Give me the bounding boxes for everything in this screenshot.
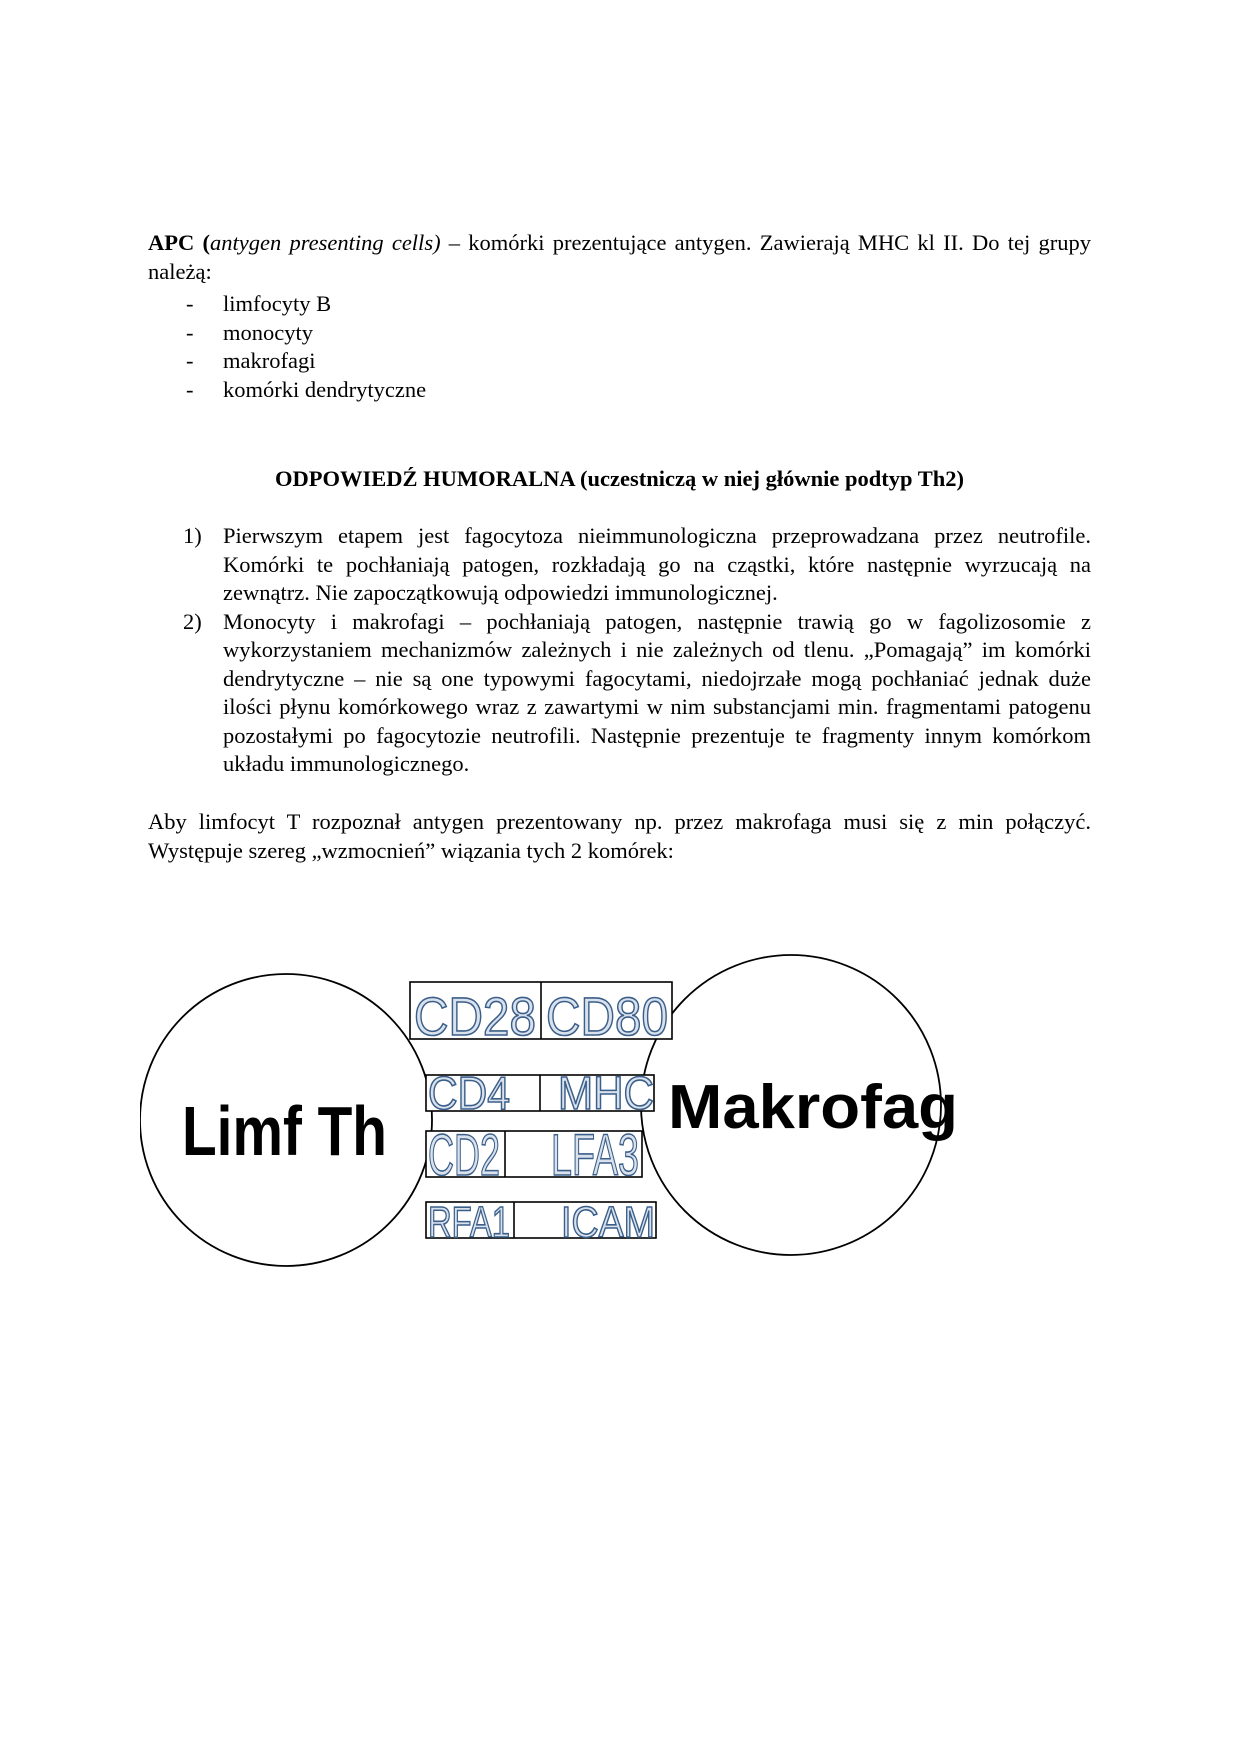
list-dash: - bbox=[186, 376, 194, 402]
rfa1-molecule-label: RFA1 bbox=[428, 1198, 510, 1247]
icam-molecule-label: ICAM bbox=[561, 1198, 655, 1247]
humoral-heading: ODPOWIEDŹ HUMORALNA (uczestniczą w niej głównie podtyp Th2) bbox=[275, 466, 964, 491]
list-item-text: monocyty bbox=[223, 319, 313, 345]
step-text: Monocyty i makrofagi – pochłaniają patogen, następnie trawią go w fagolizosomie z wykorzystaniem mechanizmów zależnych i nie zależnych od tlenu. „Pomagają” im komórki dendrytyczne – nie są one typowymi fagocytami, niedojrzałe mogą pochłaniać jednak duże ilości płynu komórkowego wraz z zawartymi w nim substancjami min. fragmentami patogenu pozostałymi po fagocytozie neutrofili. Następnie prezentuje te fragmenty innym komórkom układu immunologicznego. bbox=[223, 608, 1091, 776]
apc-open-paren: ( bbox=[194, 230, 210, 255]
list-item-text: limfocyty B bbox=[223, 291, 332, 316]
list-item-text: komórki dendrytyczne bbox=[223, 376, 427, 402]
list-item bbox=[148, 522, 1091, 608]
lymphocyte-label: Limf Th bbox=[182, 1092, 387, 1170]
list-item bbox=[148, 347, 1048, 376]
cell-binding-diagram bbox=[140, 915, 1000, 1305]
step-number: 2) bbox=[183, 608, 202, 634]
cd28-molecule-label: CD28 bbox=[414, 987, 536, 1047]
step-number: 1) bbox=[183, 523, 202, 548]
list-dash: - bbox=[186, 348, 194, 373]
apc-list bbox=[148, 290, 1048, 404]
list-dash: - bbox=[186, 291, 194, 316]
binding-paragraph: Aby limfocyt T rozpoznał antygen prezentowany np. przez makrofaga musi się z min połączyć. Występuje szereg „wzmocnień” wiązania tych 2 komórek: bbox=[148, 809, 1091, 863]
humoral-steps bbox=[148, 522, 1091, 779]
list-item bbox=[148, 608, 1091, 779]
cd2-molecule-label: CD2 bbox=[428, 1123, 500, 1188]
cd4-molecule-label: CD4 bbox=[428, 1067, 510, 1119]
lfa3-molecule-label: LFA3 bbox=[551, 1123, 639, 1188]
list-item bbox=[148, 290, 1048, 319]
apc-description: – komórki prezentujące antygen. Zawierają MHC kl II. Do tej grupy należą: bbox=[148, 230, 1091, 284]
mhc-molecule-label: MHC bbox=[558, 1067, 654, 1119]
step-text: Pierwszym etapem jest fagocytoza nieimmunologiczna przeprowadzana przez neutrofile. Komórki te pochłaniają patogen, rozkładają go na cząstki, które następnie wyrzucają na zewnątrz. Nie zapoczątkowują odpowiedzi immunologicznej. bbox=[223, 523, 1091, 605]
list-item bbox=[148, 319, 1048, 348]
list-item bbox=[148, 376, 1048, 405]
apc-term-expansion: antygen presenting cells) bbox=[209, 230, 441, 255]
apc-paragraph bbox=[148, 229, 1091, 286]
list-dash: - bbox=[186, 319, 194, 345]
apc-term: APC bbox=[148, 230, 195, 255]
list-item-text: makrofagi bbox=[223, 348, 316, 373]
macrophage-label: Makrofag bbox=[668, 1073, 958, 1142]
cd80-molecule-label: CD80 bbox=[546, 987, 668, 1047]
